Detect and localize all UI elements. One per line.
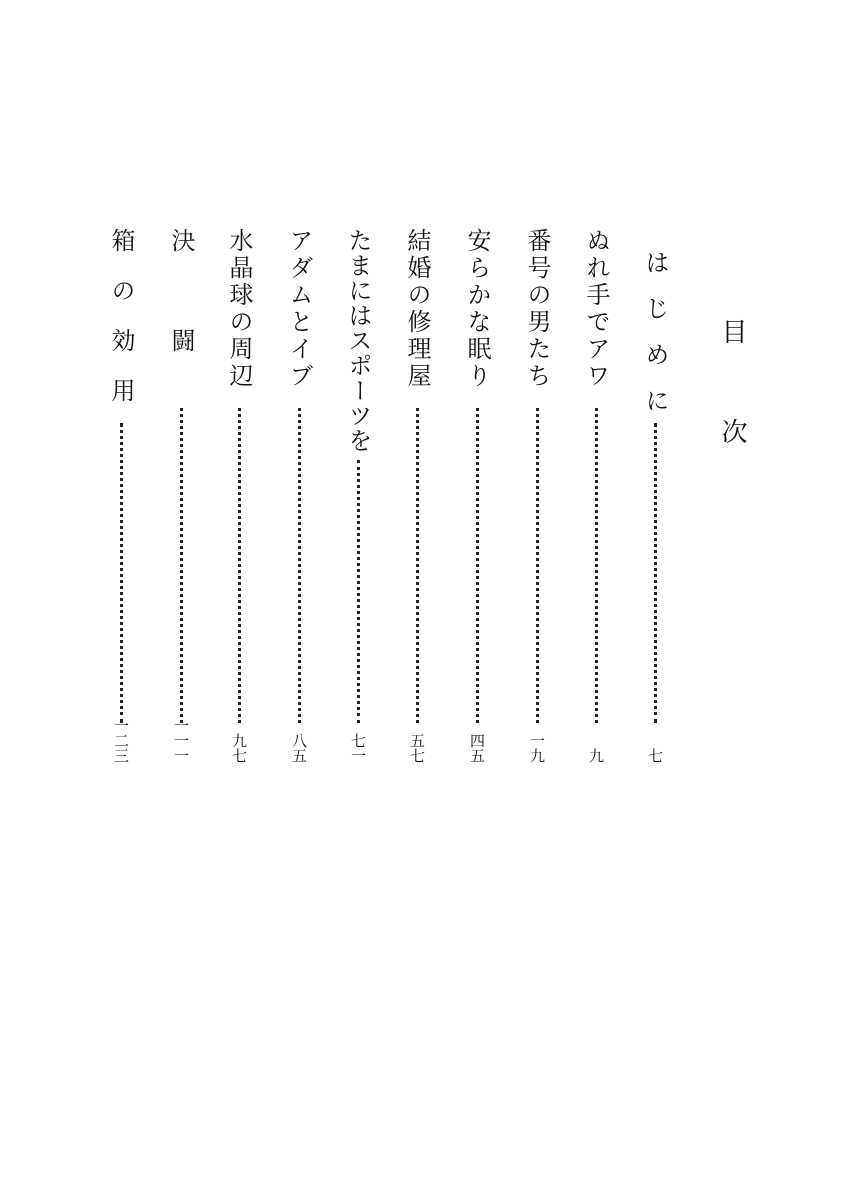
toc-entry-title: ぬれ手でアワ xyxy=(582,228,610,390)
toc-heading: 目次 xyxy=(717,318,747,518)
toc-entry[interactable] xyxy=(522,228,552,763)
toc-entry-page: 一二三 xyxy=(112,718,130,763)
toc-entry-leader xyxy=(298,408,301,723)
toc-entry-title: 番号の男たち xyxy=(523,228,551,390)
toc-entry[interactable] xyxy=(640,228,670,763)
toc-entry[interactable] xyxy=(224,228,254,763)
toc-entry[interactable] xyxy=(284,228,314,763)
toc-entry-page: 九七 xyxy=(230,733,248,763)
toc-entry[interactable] xyxy=(402,228,432,763)
toc-entry[interactable] xyxy=(462,228,492,763)
toc-entry-page: 一九 xyxy=(528,733,546,763)
toc-entry-page: 五七 xyxy=(408,733,426,763)
toc-entry-leader xyxy=(180,408,183,723)
toc-entry-page: 八五 xyxy=(290,733,308,763)
toc-entry-leader xyxy=(120,423,123,723)
toc-entry-title: 結婚の修理屋 xyxy=(403,228,431,390)
toc-entry-leader xyxy=(595,408,598,723)
toc-entry-title: 安らかな眠り xyxy=(463,228,491,390)
toc-entry-page: 七一 xyxy=(349,733,367,763)
toc-entry-page: 九 xyxy=(587,748,605,763)
toc-entry-page: 四五 xyxy=(468,733,486,763)
toc-entry-leader xyxy=(536,408,539,723)
toc-entry[interactable] xyxy=(581,228,611,763)
toc-entry-title: 決 闘 xyxy=(167,228,195,378)
toc-entry-title: アダムとイブ xyxy=(285,228,313,390)
toc-entry-leader xyxy=(416,408,419,723)
toc-entry-title: 水晶球の周辺 xyxy=(225,228,253,390)
toc-entry-title: 箱の効用 xyxy=(107,228,135,428)
toc-entry[interactable] xyxy=(106,228,136,763)
toc-entry-title: たまにはスポーツを xyxy=(344,228,372,453)
toc-entry-page: 一一一 xyxy=(172,718,190,763)
toc-entry-leader xyxy=(654,423,657,723)
toc-entry-title: はじめに xyxy=(641,250,669,434)
toc-entry-leader xyxy=(476,408,479,723)
toc-entry[interactable] xyxy=(343,228,373,763)
toc-entry-leader xyxy=(357,460,360,723)
toc-entry-page: 七 xyxy=(646,748,664,763)
toc-entry-leader xyxy=(238,408,241,723)
toc-entry[interactable] xyxy=(166,228,196,763)
